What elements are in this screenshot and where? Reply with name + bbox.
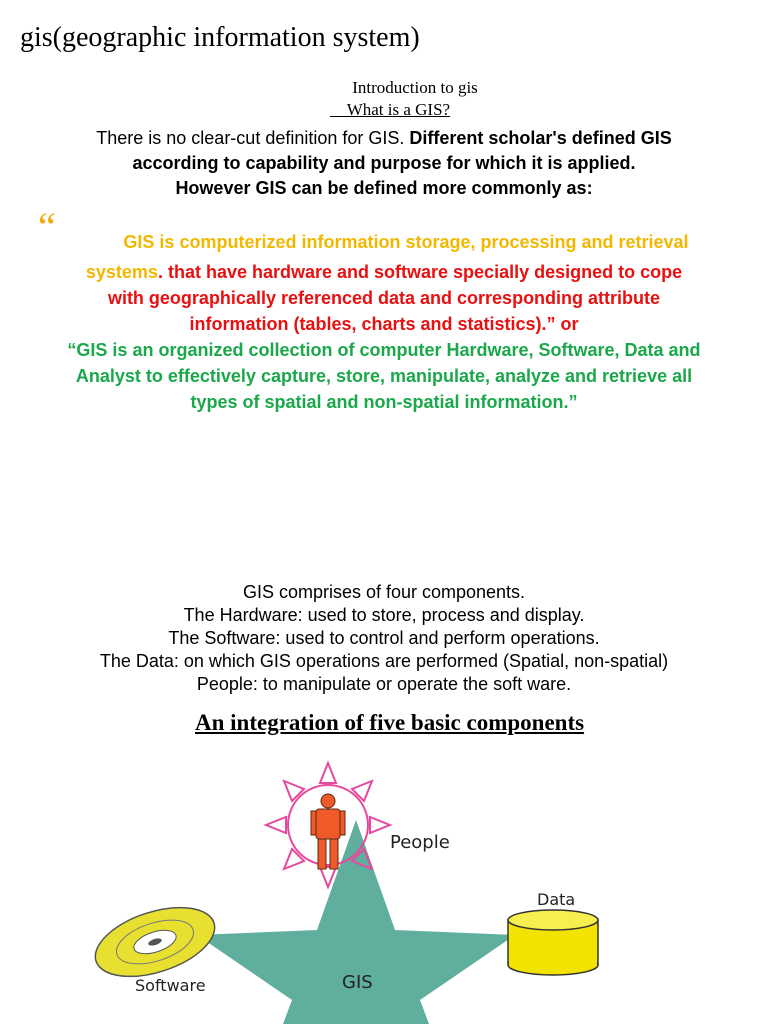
gis-star-shape <box>197 820 515 1024</box>
components-line-2: The Hardware: used to store, process and display. <box>183 605 585 625</box>
quote2-line-1: “GIS is an organized collection of computer Hardware, Software, Data and <box>67 340 701 360</box>
quote1-line-2 <box>0 259 768 285</box>
intro-heading: Introduction to gis <box>352 78 478 97</box>
quote1-line-2-text: . that have hardware and software specially designed to cope <box>157 262 683 282</box>
quote1-line-3: with geographically referenced data and corresponding attribute <box>107 288 661 308</box>
quote1-line-1 <box>0 229 768 255</box>
quote2-line-2: Analyst to effectively capture, store, manipulate, analyze and retrieve all <box>75 366 693 386</box>
quote1-systems-text: systems <box>85 262 158 282</box>
components-line-5: People: to manipulate or operate the soft ware. <box>196 674 572 694</box>
document-title: gis(geographic information system) <box>20 22 420 53</box>
quote2-line-3: types of spatial and non-spatial information.” <box>190 392 578 412</box>
components-line-1: GIS comprises of four components. <box>242 582 526 602</box>
integration-heading: An integration of five basic components <box>195 710 585 735</box>
gis-components-diagram <box>0 760 768 1024</box>
quote1-line-1-text: GIS is computerized information storage, processing and retrieval <box>123 232 689 252</box>
definition-line-2: according to capability and purpose for which it is applied. <box>132 153 636 173</box>
definition-intro-text: There is no clear-cut definition for GIS. <box>96 128 410 148</box>
what-is-gis-heading: What is a GIS? <box>330 100 451 119</box>
quote1-line-4: information (tables, charts and statistics).” or <box>189 314 579 334</box>
software-label: Software <box>135 976 206 995</box>
definition-bold-text: Different scholar's defined GIS <box>409 128 672 148</box>
data-cylinder-icon <box>508 910 598 975</box>
components-line-4: The Data: on which GIS operations are performed (Spatial, non-spatial) <box>99 651 669 671</box>
components-list <box>0 581 768 696</box>
person-icon <box>311 794 345 869</box>
people-label: People <box>390 832 450 853</box>
definition-paragraph <box>0 126 768 201</box>
data-label: Data <box>537 890 576 909</box>
components-line-3: The Software: used to control and perform operations. <box>168 628 600 648</box>
gis-center-label: GIS <box>342 972 373 993</box>
open-quote-mark: “ <box>38 204 56 249</box>
definition-line-3: However GIS can be defined more commonly as: <box>175 178 593 198</box>
